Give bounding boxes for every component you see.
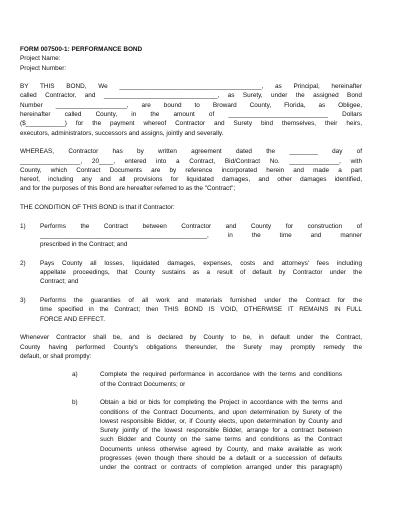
condition-item-2 (20, 259, 362, 287)
text-line: Obtain a bid or bids for completing the Project in accordance with the terms and (100, 399, 342, 407)
text-line: County, which Contract Documents are by reference incorporated herein and made a part (20, 166, 362, 174)
project-name-label: Project Name: (20, 55, 61, 63)
text-line: called Contractor, and ________________________________, as Surety, under the assigned Bond (20, 92, 362, 100)
text-line: such Bidder and County on the same terms and conditions as the Contract (100, 436, 342, 444)
text-line: WHEREAS, Contractor has by written agreement dated the ________ day of (20, 148, 362, 156)
text-line: of the Contract Documents; or (100, 380, 186, 388)
text-line: hereinafter called County, in the amount of ____________________________ Dollars (20, 111, 362, 119)
text-line: ($___________) for the payment whereof Contractor and Surety bind themselves, their heirs, (20, 120, 362, 128)
text-line: appellate proceedings, that County sustains as a result of default by Contractor under the (40, 269, 362, 277)
text-line: and for the purposes of this Bond are hereafter referred to as the "Contract"; (20, 185, 236, 193)
text-line: lowest responsible Bidder, or, if County elects, upon determination by County and (100, 417, 342, 425)
text-line: executors, administrators, successors and assigns, jointly and severally. (20, 129, 224, 137)
text-line: time specified in the Contract; then THIS BOND IS VOID, OTHERWISE IT REMAINS IN FULL (40, 306, 362, 314)
condition-intro: THE CONDITION OF THIS BOND is that if Contractor: (20, 204, 175, 212)
text-line: _________________, 20____, entered into a Contract, Bid/Contract No. ______________, with (20, 157, 362, 165)
project-number-label: Project Number: (20, 64, 67, 72)
text-line: FORCE AND EFFECT. (40, 315, 105, 323)
text-line: Number ____________________, are bound to Broward County, Florida, as Obligee, (20, 101, 362, 109)
condition-number: 3) (20, 297, 26, 305)
text-line: Complete the required performance in accordance with the terms and conditions (100, 371, 342, 379)
condition-number: 2) (20, 259, 26, 267)
bond-paragraph-default (20, 333, 362, 361)
remedy-letter: a) (72, 371, 78, 379)
text-line: Performs the guaranties of all work and materials furnished under the Contract for the (40, 297, 362, 305)
text-line: hereof, including any and all provisions for liquidated damages, and other damages identified, (20, 176, 362, 184)
text-line: progresses (even though there should be a default or a succession of defaults (100, 455, 342, 463)
bond-paragraph-principal (20, 82, 362, 138)
remedy-letter: b) (72, 399, 78, 407)
bond-paragraph-whereas (20, 147, 362, 193)
text-line: Contract; and (40, 278, 79, 286)
text-line: County having performed County's obligations thereunder, the Surety may promptly remedy the (20, 343, 362, 351)
condition-item-3 (20, 296, 362, 324)
text-line: BY THIS BOND, We ________________________________________, as Principal, hereinafter (20, 83, 362, 91)
text-line: Surety jointly of the lowest responsible Bidder, arrange for a contract between (100, 427, 342, 435)
remedy-item-a (72, 370, 362, 389)
text-line: _______________________________________________, in the time and manner (40, 231, 362, 239)
remedy-item-b (72, 398, 362, 472)
text-line: default, or shall promptly: (20, 352, 92, 360)
text-line: Performs the Contract between Contractor and County for construction of (40, 222, 362, 230)
text-line: prescribed in the Contract; and (40, 241, 128, 249)
form-title: FORM 007500-1: PERFORMANCE BOND (20, 46, 143, 53)
text-line: Documents unless otherwise agreed by County, and make available as work (100, 445, 342, 453)
text-line: conditions of the Contract Documents, and upon determination by Surety of the (100, 408, 342, 416)
text-line: Pays County all losses, liquidated damages, expenses, costs and attorneys' fees including (40, 259, 362, 267)
condition-number: 1) (20, 222, 26, 230)
condition-item-1 (20, 222, 362, 250)
text-line: Whenever Contractor shall be, and is declared by County to be, in default under the Contract, (20, 334, 362, 342)
text-line: under the contract or contracts of completion arranged under this paragraph) (100, 464, 342, 472)
